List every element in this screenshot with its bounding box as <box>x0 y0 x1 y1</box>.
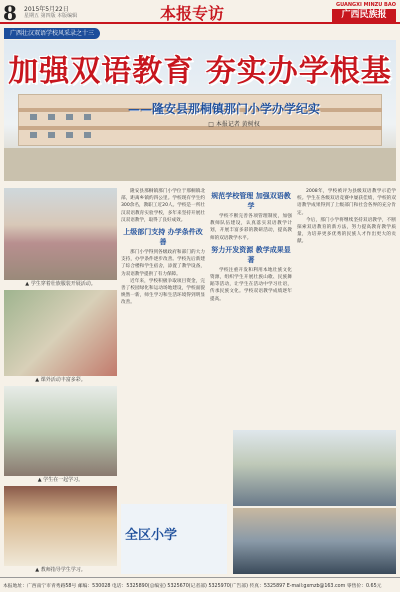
paragraph: 近年来，学校积极争取项目资金，完善了校园绿化和运动场地建设，学校面貌焕然一新，师生学习和生活环境得到明显改善。 <box>121 278 205 306</box>
building-window <box>48 132 55 138</box>
building-window <box>66 132 73 138</box>
building-window <box>30 114 37 120</box>
subheadline: ——隆安县那桐镇那门小学办学纪实 <box>127 102 320 116</box>
subheading: 上级部门支持 办学条件改善 <box>123 228 203 247</box>
hero-banner <box>4 40 396 181</box>
section-title: 本报专访 <box>160 4 225 23</box>
photo-classroom <box>4 486 117 574</box>
photo-students-study <box>4 386 117 484</box>
subheading: 努力开发资源 教学成果显著 <box>211 245 291 264</box>
paragraph: 2008年，学校被评为县级双语教学示范学校。学生在各级双语竞赛中屡获佳绩，学校的双语教学成果得到了上级部门和社会各界的充分肯定。 <box>297 189 396 216</box>
building-window <box>30 132 37 138</box>
paragraph: 今后，那门小学将继续坚持双语教学，不断探索双语教育的新方法，努力提高教育教学质量，为培养更多优秀的民族人才作出更大的贡献。 <box>297 217 396 245</box>
page-number: 8 <box>3 1 17 25</box>
photo-image <box>4 386 117 476</box>
photo-image <box>4 486 117 566</box>
byline: □ 本报记者 黄树权 <box>208 121 260 128</box>
building-window <box>48 114 55 120</box>
photo-image <box>4 188 117 280</box>
series-tag: 广西壮汉双语学校风采录之十三 <box>4 28 100 39</box>
article-column-3 <box>297 188 396 428</box>
photo-image <box>4 290 117 376</box>
banner-photo <box>121 504 227 574</box>
paragraph: 学校不断完善各项管理制度，加强教师队伍建设，认真落实双语教学计划，开展丰富多彩的教研活动，提高教师的双语教学水平。 <box>210 214 292 241</box>
paragraph: 隆安县那桐镇那门小学位于那桐镇北部，距离乡镇约四公里。学校现有学生约300余名，教职工近20人。学校是一所壮汉双语教育实验学校，多年来坚持开展壮汉双语教学，取得了良好成效。 <box>121 189 205 223</box>
headline: 加强双语教育 夯实办学根基 <box>8 54 392 89</box>
schoolyard <box>4 148 396 181</box>
page-date: 2015年5月22日 <box>24 6 69 13</box>
paragraph: 那门小学得到各级政府和部门的大力支持，办学条件逐步改善。学校先后新建了综合楼和学生宿舍，添置了教学设备，为双语教学提供了有力保障。 <box>121 250 205 277</box>
subheading: 规范学校管理 加强双语教学 <box>211 192 291 210</box>
article-column-1 <box>121 188 205 498</box>
page-footer: 本报地址：广西南宁市青秀路58号 邮编：530028 电话：5325890(总编室) 5325670(记者部) 5325970(广告部) 传真：5325897 E-mail:gxmzb@163.com 零售价：0.65元 <box>0 577 400 592</box>
banner-text: 全区小学 <box>125 528 178 543</box>
paper-name-cn: 广西民族报 <box>332 9 396 22</box>
photo-ceremony <box>233 508 396 574</box>
photo-caption: ▲ 教师指导学生学习。 <box>35 567 86 573</box>
photo-playground <box>233 430 396 506</box>
photo-students-costume <box>4 188 117 288</box>
paragraph: 学校注重开发和利用本地壮族文化资源，组织学生开展壮族山歌、民族舞蹈等活动，让学生在活动中学习壮语，传承民族文化。学校双语教学成绩逐年提高。 <box>210 267 292 302</box>
paper-name-en: GUANGXI MINZU BAO <box>335 2 396 8</box>
page-header <box>0 0 400 24</box>
page-meta: 星期五 第四版 本版编辑 <box>24 13 78 19</box>
photo-caption: ▲ 学生穿着壮族服装开展活动。 <box>25 281 96 287</box>
building-window <box>84 132 91 138</box>
photo-caption: ▲ 课外活动丰富多彩。 <box>35 377 86 383</box>
photo-caption: ▲ 学生在一起学习。 <box>37 477 84 483</box>
photo-outdoor-activity <box>4 290 117 384</box>
